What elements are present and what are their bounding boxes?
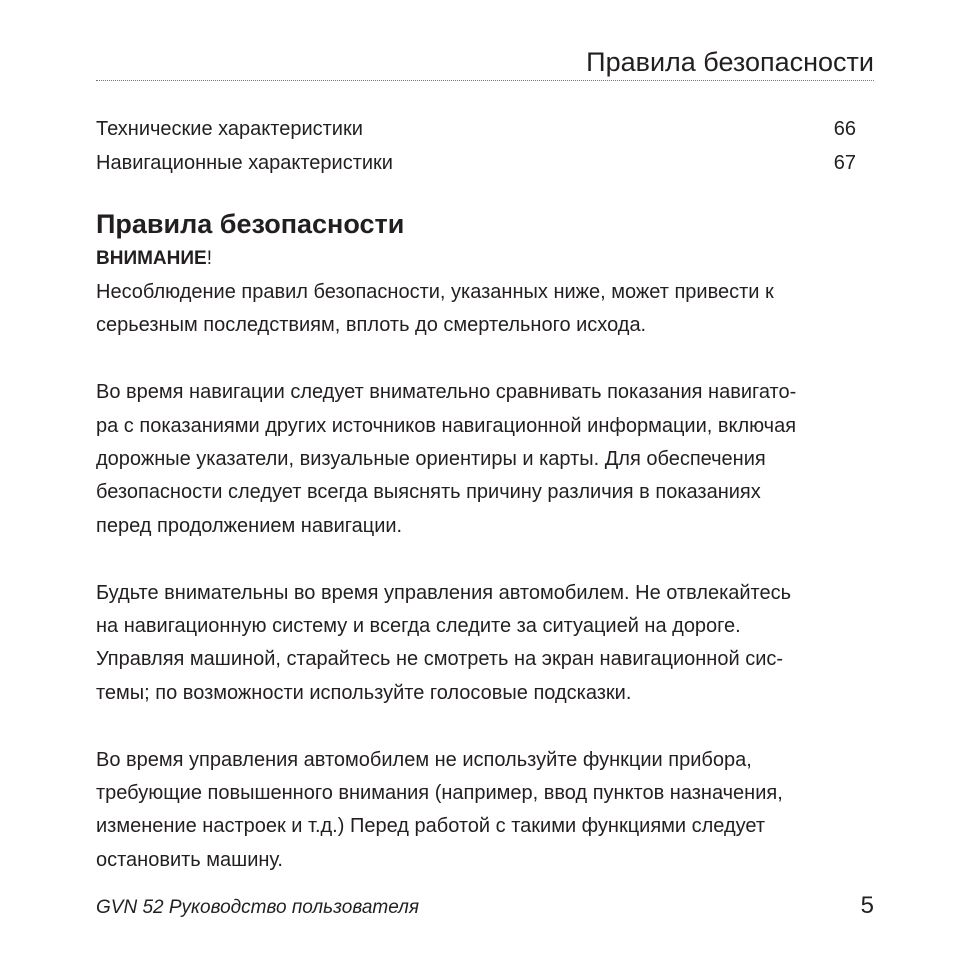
page-number: 5 [860, 892, 874, 919]
paragraph-line: на навигационную систему и всегда следите за ситуацией на дороге. [96, 615, 741, 638]
paragraph-stop-vehicle [96, 744, 874, 878]
paragraph-line: ра с показаниями других источников навигационной информации, включая [96, 414, 797, 437]
section-title: Правила безопасности [96, 209, 405, 239]
header-divider [96, 80, 874, 81]
paragraph-navigation-check [96, 376, 874, 543]
toc-entry-page: 66 [833, 118, 856, 140]
toc-entry-label: Технические характеристики [96, 118, 363, 140]
warning-punct: ! [206, 248, 212, 269]
paragraph-line: темы; по возможности используйте голосовые подсказки. [96, 681, 632, 704]
paragraph-line: Управляя машиной, старайтесь не смотреть на экран навигационной сис- [96, 648, 784, 671]
paragraph-driver-attention [96, 577, 874, 711]
paragraph-line: Несоблюдение правил безопасности, указанных ниже, может привести к [96, 281, 774, 303]
paragraph-line: изменение настроек и т.д.) Перед работой с такими функциями следует [96, 815, 766, 838]
paragraph-line: безопасности следует всегда выяснять причину различия в показаниях [96, 481, 761, 504]
paragraph-line: перед продолжением навигации. [96, 514, 403, 537]
page-footer [96, 892, 874, 920]
toc-list [96, 112, 856, 180]
toc-entry-page: 67 [833, 152, 856, 174]
paragraph-line: дорожные указатели, визуальные ориентиры и карты. Для обеспечения [96, 448, 766, 471]
paragraph-line: Будьте внимательны во время управления автомобилем. Не отвлекайтесь [96, 581, 792, 604]
paragraph-line: остановить машину. [96, 848, 283, 871]
safety-section [96, 204, 874, 911]
paragraph-line: Во время управления автомобилем не используйте функции прибора, [96, 748, 752, 771]
toc-entry-label: Навигационные характеристики [96, 152, 393, 174]
warning-label: ВНИМАНИЕ [96, 248, 207, 269]
paragraph-line: требующие повышенного внимания (например, ввод пунктов назначения, [96, 782, 783, 805]
paragraph-warning-consequences [96, 276, 874, 343]
warning-heading [96, 244, 874, 274]
paragraph-line: Во время навигации следует внимательно сравнивать показания навигато- [96, 381, 797, 404]
paragraph-line: серьезным последствиям, вплоть до смертельного исхода. [96, 314, 647, 337]
running-header-title: Правила безопасности [586, 47, 874, 77]
toc-entry [96, 112, 856, 146]
footer-manual-title: GVN 52 Руководство пользователя [96, 897, 420, 918]
toc-entry [96, 146, 856, 180]
